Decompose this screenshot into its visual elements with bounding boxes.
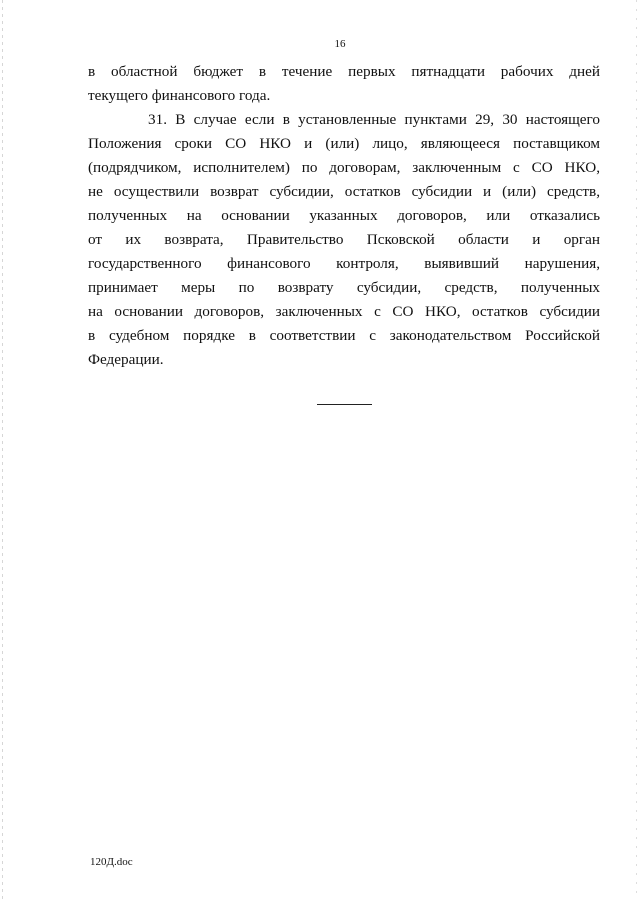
text-line: (подрядчиком, исполнителем) по договорам, заключенным с СО НКО, [88, 159, 600, 176]
end-of-text-divider [317, 404, 372, 405]
text-line: государственного финансового контроля, выявивший нарушения, [88, 255, 600, 272]
text-line: на основании договоров, заключенных с СО НКО, остатков субсидии [88, 303, 600, 320]
footer-file-name: 120Д.doc [90, 856, 133, 868]
text-line: от их возврата, Правительство Псковской области и орган [88, 231, 600, 248]
text-line: полученных на основании указанных договоров, или отказались [88, 207, 600, 224]
text-line: Положения сроки СО НКО и (или) лицо, являющееся поставщиком [88, 135, 600, 152]
text-line: в областной бюджет в течение первых пятнадцати рабочих дней [88, 63, 600, 80]
text-line: не осуществили возврат субсидии, остатков субсидии и (или) средств, [88, 183, 600, 200]
text-line: принимает меры по возврату субсидии, средств, полученных [88, 279, 600, 296]
text-line: в судебном порядке в соответствии с законодательством Российской [88, 327, 600, 344]
text-line: текущего финансового года. [88, 87, 271, 104]
scan-edge-right [636, 0, 637, 899]
page-number: 16 [334, 38, 346, 50]
text-line: Федерации. [88, 351, 164, 368]
scan-edge-left [2, 0, 3, 899]
document-body [88, 60, 600, 372]
clause-31-first-line: 31. В случае если в установленные пунктами 29, 30 настоящего [148, 111, 600, 128]
